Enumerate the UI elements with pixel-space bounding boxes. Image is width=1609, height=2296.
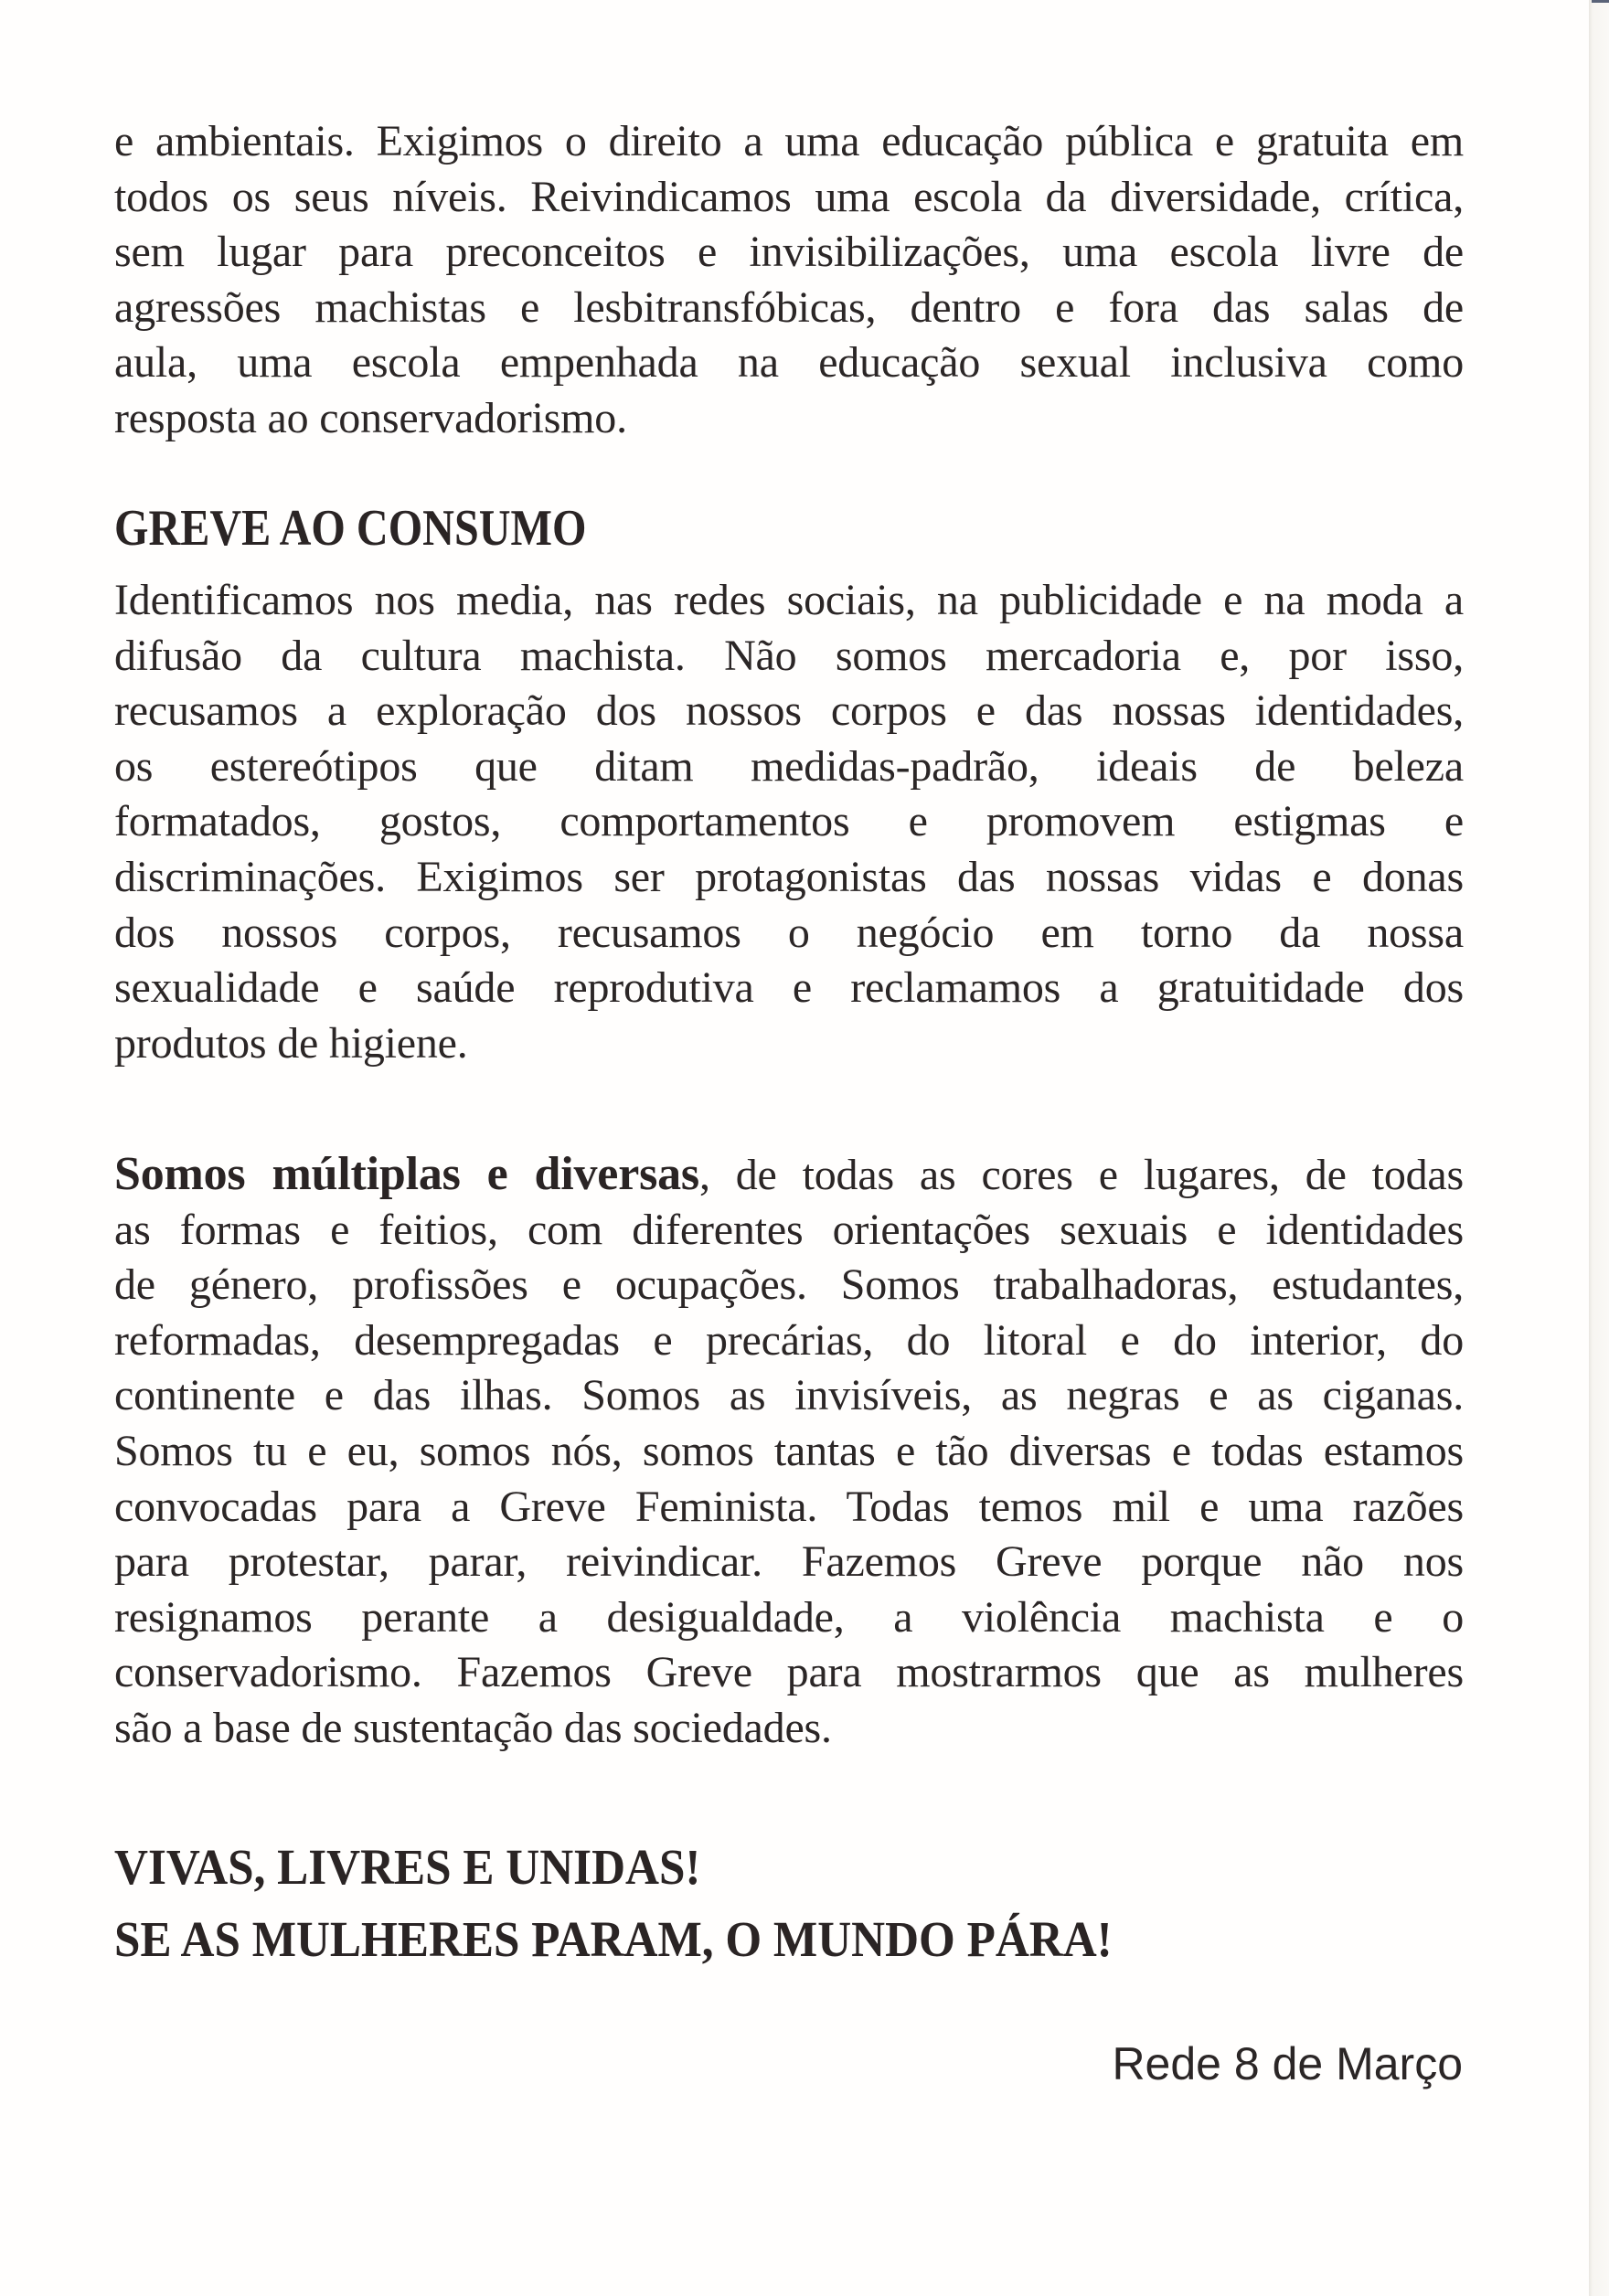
text-line: continente e das ilhas. Somos as invisíveis, as negras e as ciganas. (114, 1371, 1464, 1420)
text-line-first (114, 1147, 1464, 1203)
text-line: conservadorismo. Fazemos Greve para mostrarmos que as mulheres (114, 1648, 1464, 1697)
section-heading-greve-consumo: GREVE AO CONSUMO (114, 500, 587, 557)
text-line: convocadas para a Greve Feminista. Todas temos mil e uma razões (114, 1482, 1464, 1531)
text-line: todos os seus níveis. Reivindicamos uma escola da diversidade, crítica, (114, 172, 1464, 221)
signature: Rede 8 de Março (1112, 2038, 1463, 2089)
text-line: discriminações. Exigimos ser protagonistas das nossas vidas e donas (114, 852, 1464, 901)
text-line: sem lugar para preconceitos e invisibilizações, uma escola livre de (114, 228, 1464, 277)
text-line: difusão da cultura machista. Não somos mercadoria e, por isso, (114, 631, 1464, 680)
lead-phrase: Somos múltiplas e diversas (114, 1148, 699, 1200)
text-line: resignamos perante a desigualdade, a violência machista e o (114, 1592, 1464, 1642)
text-line: agressões machistas e lesbitransfóbicas, dentro e fora das salas de (114, 282, 1464, 332)
text-line: são a base de sustentação das sociedades. (114, 1703, 832, 1752)
text-line: reformadas, desempregadas e precárias, do litoral e do interior, do (114, 1315, 1464, 1365)
text-line: Identificamos nos media, nas redes sociais, na publicidade e na moda a (114, 576, 1464, 624)
text-line: os estereótipos que ditam medidas-padrão, ideais de beleza (114, 741, 1464, 791)
text-line: aula, uma escola empenhada na educação sexual inclusiva como (114, 338, 1464, 388)
text-line: resposta ao conservadorismo. (114, 393, 627, 442)
slogan-mulheres-param: SE AS MULHERES PARAM, O MUNDO PÁRA! (114, 1911, 1113, 1967)
text-line: recusamos a exploração dos nossos corpos e das nossas identidades, (114, 686, 1464, 736)
paragraph-diversas (114, 1147, 1464, 1757)
scan-edge-strip (1589, 0, 1609, 2296)
text-line: Somos tu e eu, somos nós, somos tantas e tão diversas e todas estamos (114, 1426, 1464, 1475)
text-line: de género, profissões e ocupações. Somos trabalhadoras, estudantes, (114, 1260, 1464, 1310)
scan-edge-line (1592, 0, 1609, 3)
text-line: sexualidade e saúde reprodutiva e reclamamos a gratuitidade dos (114, 963, 1464, 1013)
text-line: formatados, gostos, comportamentos e promovem estigmas e (114, 797, 1464, 846)
paragraph-education (114, 114, 1464, 447)
paragraph-greve-consumo (114, 573, 1464, 1071)
text-line: as formas e feitios, com diferentes orientações sexuais e identidades (114, 1205, 1464, 1254)
text-line: para protestar, parar, reivindicar. Fazemos Greve porque não nos (114, 1537, 1464, 1587)
slogan-vivas-livres-unidas: VIVAS, LIVRES E UNIDAS! (114, 1839, 701, 1895)
text-line: e ambientais. Exigimos o direito a uma educação pública e gratuita em (114, 117, 1464, 165)
lead-continuation: , de todas as cores e lugares, de todas (698, 1151, 1465, 1199)
text-line: produtos de higiene. (114, 1018, 468, 1068)
text-line: dos nossos corpos, recusamos o negócio em torno da nossa (114, 908, 1464, 957)
